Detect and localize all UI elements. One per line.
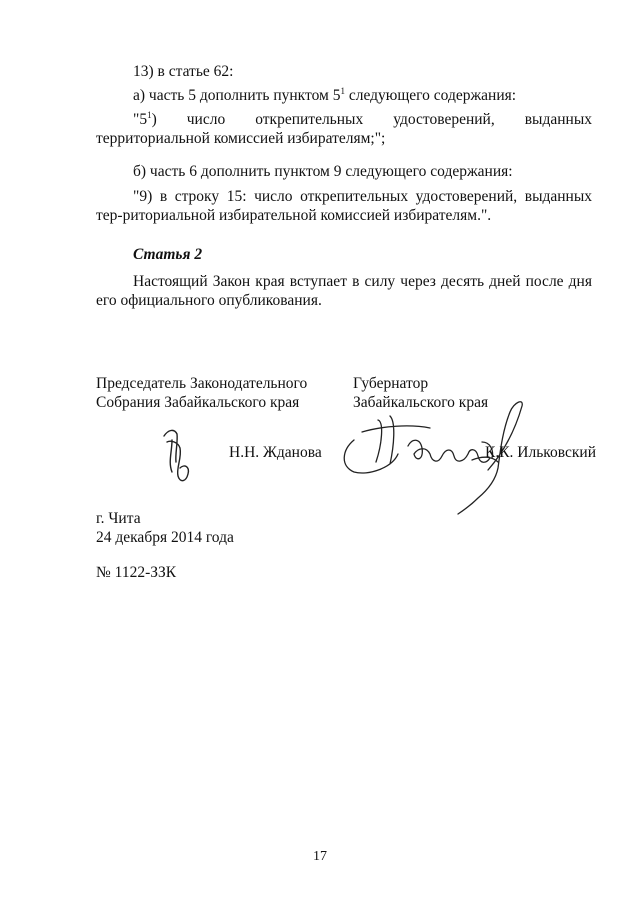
- city: г. Чита: [96, 510, 141, 527]
- page-number: 17: [313, 849, 327, 864]
- title-line: Забайкальского края: [353, 394, 489, 411]
- left-signature-mark: [158, 428, 198, 488]
- law-number: № 1122-ЗЗК: [96, 564, 177, 581]
- title-line: Губернатор: [353, 375, 429, 392]
- law-date: 24 декабря 2014 года: [96, 529, 234, 546]
- paragraph-effective: Настоящий Закон края вступает в силу через десять дней после дня его официального опубликования.: [96, 273, 592, 309]
- left-signatory-title: [96, 374, 307, 412]
- paragraph-quote-5-1: [96, 110, 592, 148]
- paragraph-text: а) часть 5 дополнить пунктом 5: [133, 87, 341, 104]
- title-line: Собрания Забайкальского края: [96, 394, 300, 411]
- article-heading: Статья 2: [133, 246, 203, 263]
- paragraph-text: ) число открепительных удостоверений, выданных территориальной комиссией избирателям;";: [96, 111, 592, 147]
- paragraph-text: "5: [133, 111, 148, 128]
- paragraph-text: следующего содержания:: [344, 87, 517, 104]
- left-signatory-name: Н.Н. Жданова: [229, 444, 322, 461]
- title-line: Председатель Законодательного: [96, 375, 308, 392]
- paragraph-item-13: 13) в статье 62:: [133, 63, 234, 80]
- paragraph-amend-b: б) часть 6 дополнить пунктом 9 следующего содержания:: [133, 163, 513, 180]
- right-signatory-name: К.К. Ильковский: [485, 444, 597, 461]
- superscript: 1: [340, 86, 345, 96]
- paragraph-quote-9: "9) в строку 15: число открепительных удостоверений, выданных тер-риториальной избирательной комиссией избирателям.".: [96, 188, 592, 224]
- paragraph-amend-a: [96, 86, 592, 105]
- superscript: 1: [147, 110, 152, 120]
